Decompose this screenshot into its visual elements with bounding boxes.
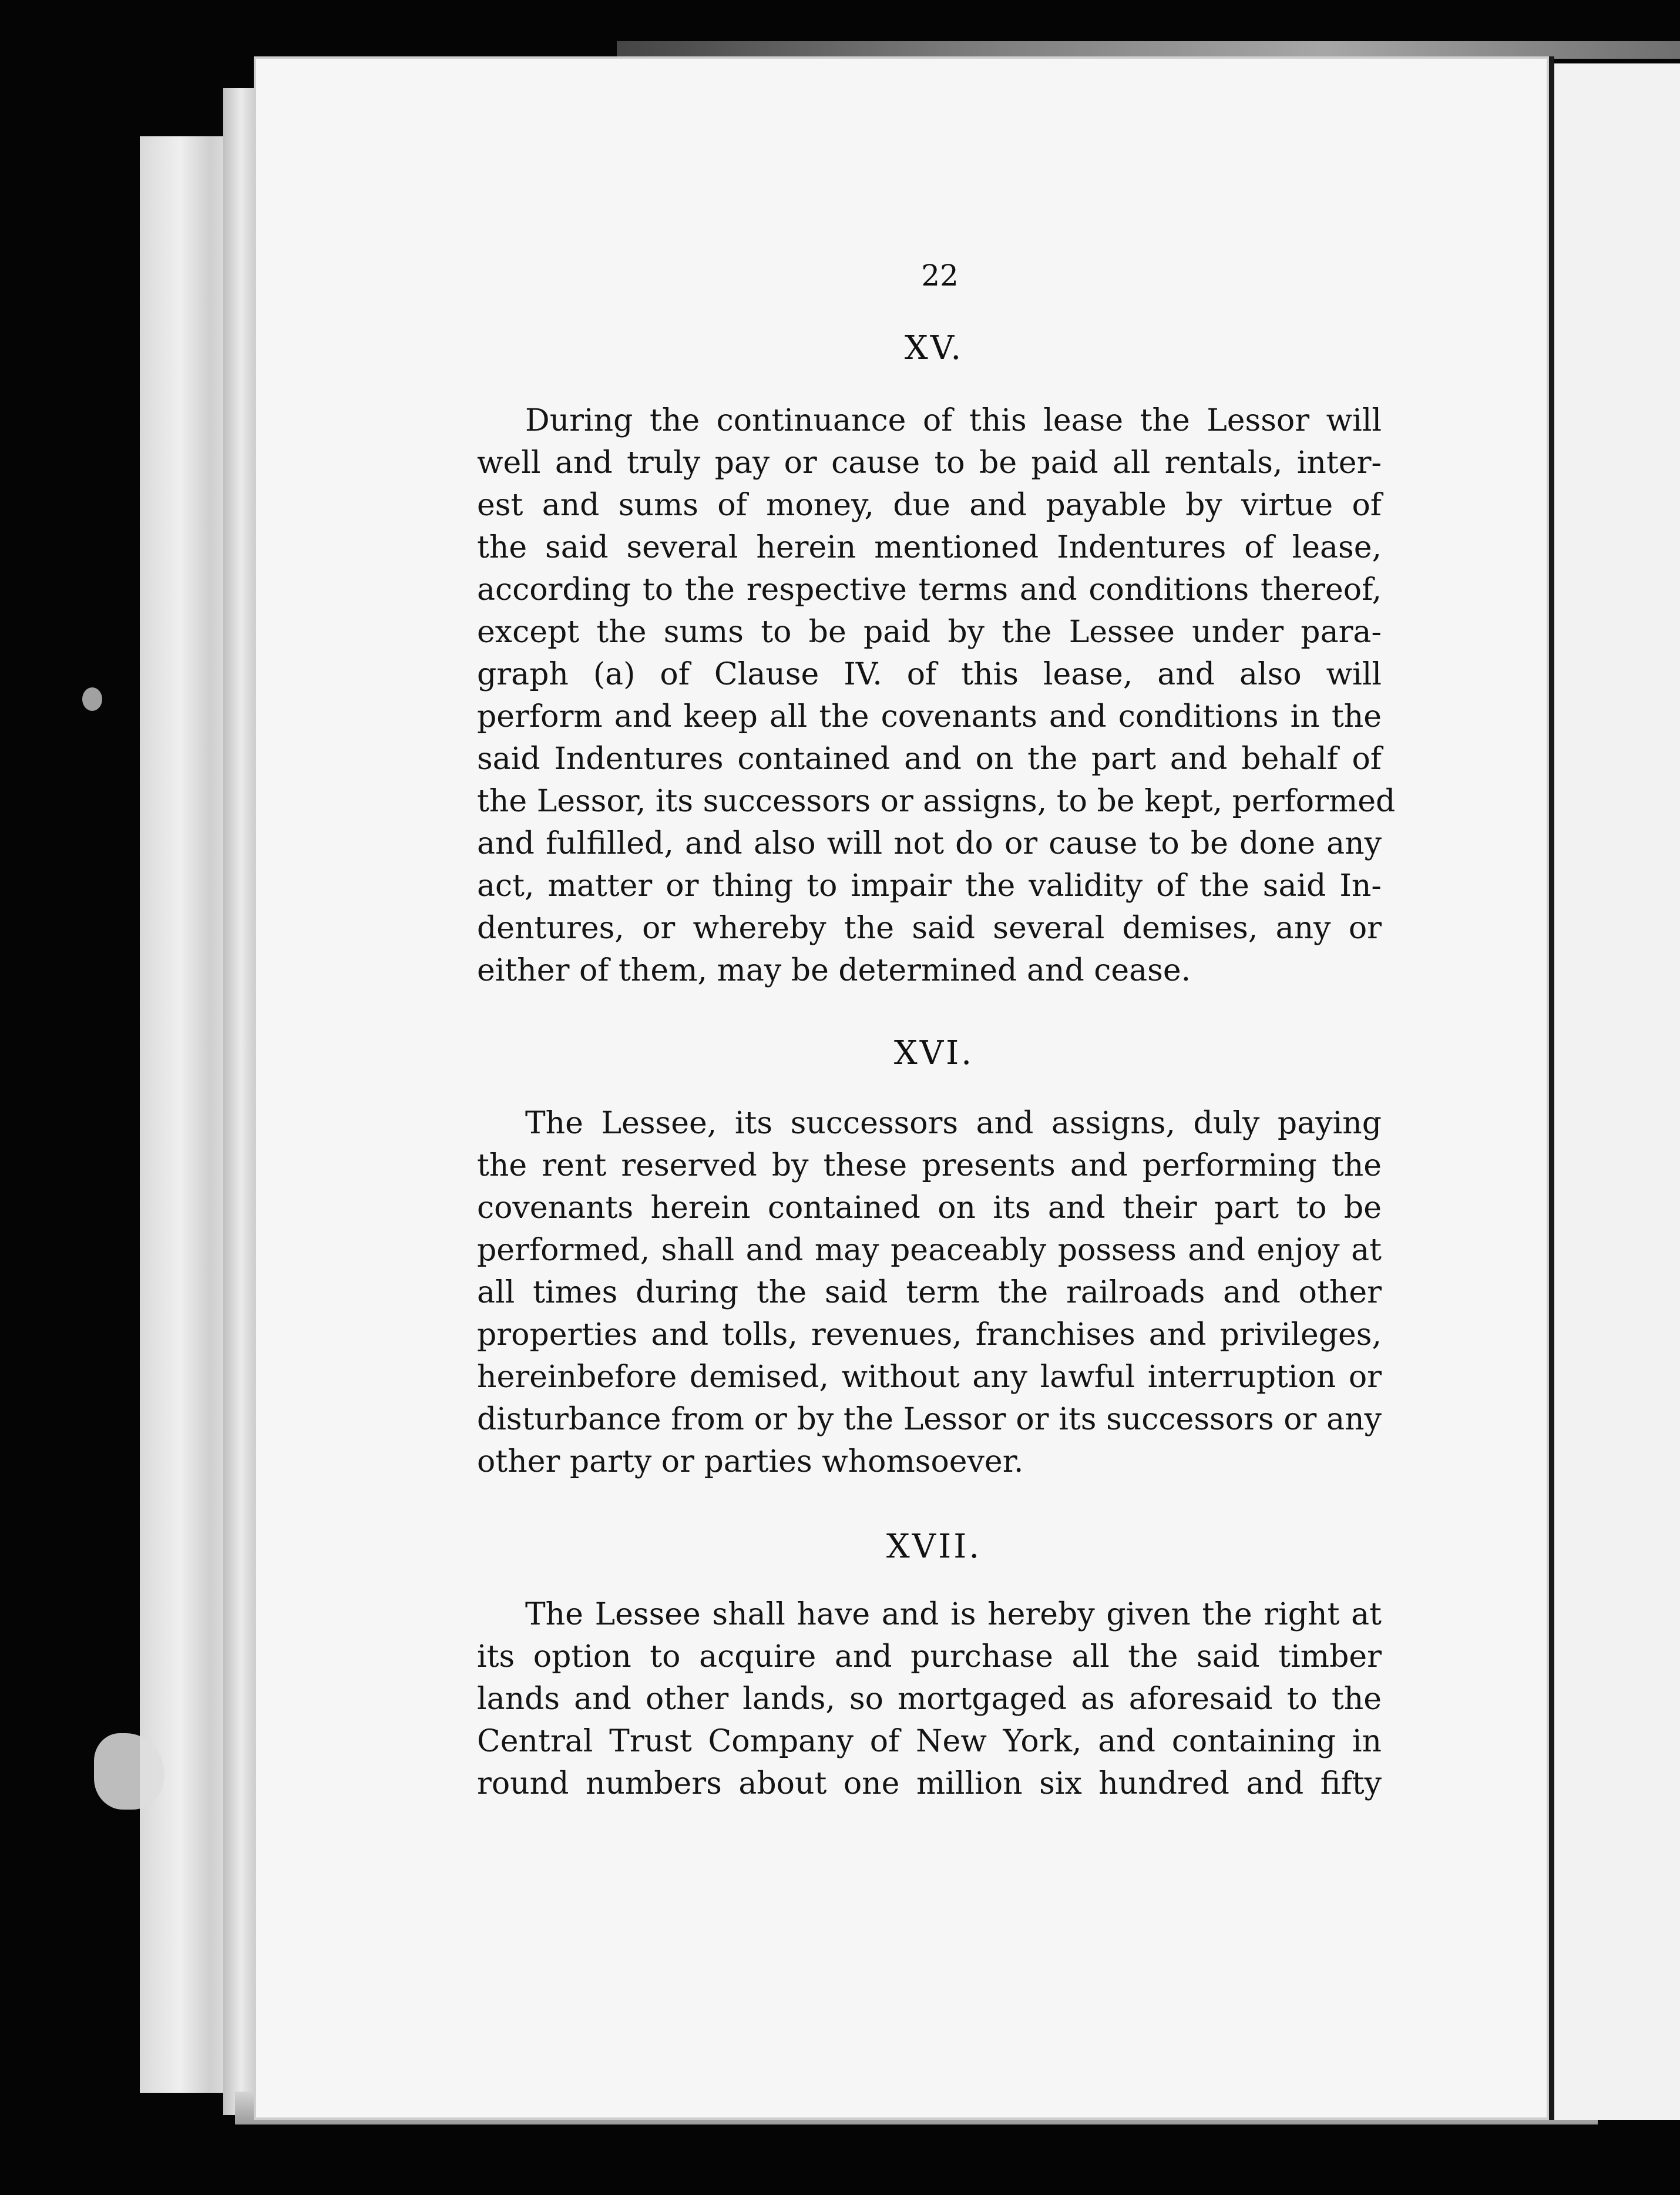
stain-mark — [82, 687, 102, 711]
text-line: either of them, may be determined and cease. — [477, 953, 1191, 988]
text-line: disturbance from or by the Lessor or its successors or any — [477, 1402, 1382, 1437]
facing-page-edge — [1554, 63, 1680, 2120]
text-line: the said several herein mentioned Indentures of lease, — [477, 530, 1382, 565]
text-line: est and sums of money, due and payable by virtue of — [477, 488, 1382, 523]
section-xv-paragraph — [477, 400, 1396, 992]
page-stack-edge-inner — [223, 88, 258, 2115]
text-line: the rent reserved by these presents and performing the — [477, 1148, 1382, 1183]
text-line: hereinbefore demised, without any lawful interruption or — [477, 1360, 1382, 1395]
text-line: according to the respective terms and conditions thereof, — [477, 572, 1382, 608]
text-line: other party or parties whomsoever. — [477, 1444, 1024, 1479]
text-line: said Indentures contained and on the part and behalf of — [477, 741, 1382, 777]
section-heading-xv: XV. — [904, 329, 964, 367]
section-xvii-paragraph — [477, 1593, 1382, 1805]
text-line: The Lessee shall have and is hereby given the right at — [525, 1597, 1382, 1632]
text-line: lands and other lands, so mortgaged as aforesaid to the — [477, 1682, 1382, 1717]
section-xvi-paragraph — [477, 1102, 1382, 1483]
text-line: round numbers about one million six hundred and fifty — [477, 1766, 1382, 1801]
text-line: The Lessee, its successors and assigns, duly paying — [525, 1106, 1382, 1141]
text-line: performed, shall and may peaceably possess and enjoy at — [477, 1233, 1382, 1268]
text-line: its option to acquire and purchase all the said timber — [477, 1639, 1382, 1674]
text-line: During the continuance of this lease the Lessor will — [525, 403, 1382, 438]
text-line: the Lessor, its successors or assigns, to be kept, performed — [477, 784, 1396, 819]
text-line: graph (a) of Clause IV. of this lease, and also will — [477, 657, 1382, 692]
section-heading-xvi: XVI. — [893, 1034, 975, 1072]
text-line: well and truly pay or cause to be paid all rentals, inter- — [477, 445, 1382, 481]
book-gutter — [1548, 56, 1554, 2120]
text-line: act, matter or thing to impair the validity of the said In- — [477, 868, 1382, 904]
page-number: 22 — [921, 259, 959, 293]
text-line: perform and keep all the covenants and conditions in the — [477, 699, 1382, 734]
text-line: properties and tolls, revenues, franchises and privileges, — [477, 1317, 1382, 1352]
text-line: except the sums to be paid by the Lessee under para- — [477, 615, 1382, 650]
section-heading-xvii: XVII. — [886, 1528, 982, 1566]
text-line: all times during the said term the railroads and other — [477, 1275, 1382, 1310]
text-line: covenants herein contained on its and their part to be — [477, 1190, 1382, 1226]
text-line: Central Trust Company of New York, and containing in — [477, 1724, 1382, 1759]
text-line: and fulfilled, and also will not do or cause to be done any — [477, 826, 1382, 861]
text-line: dentures, or whereby the said several demises, any or — [477, 911, 1382, 946]
